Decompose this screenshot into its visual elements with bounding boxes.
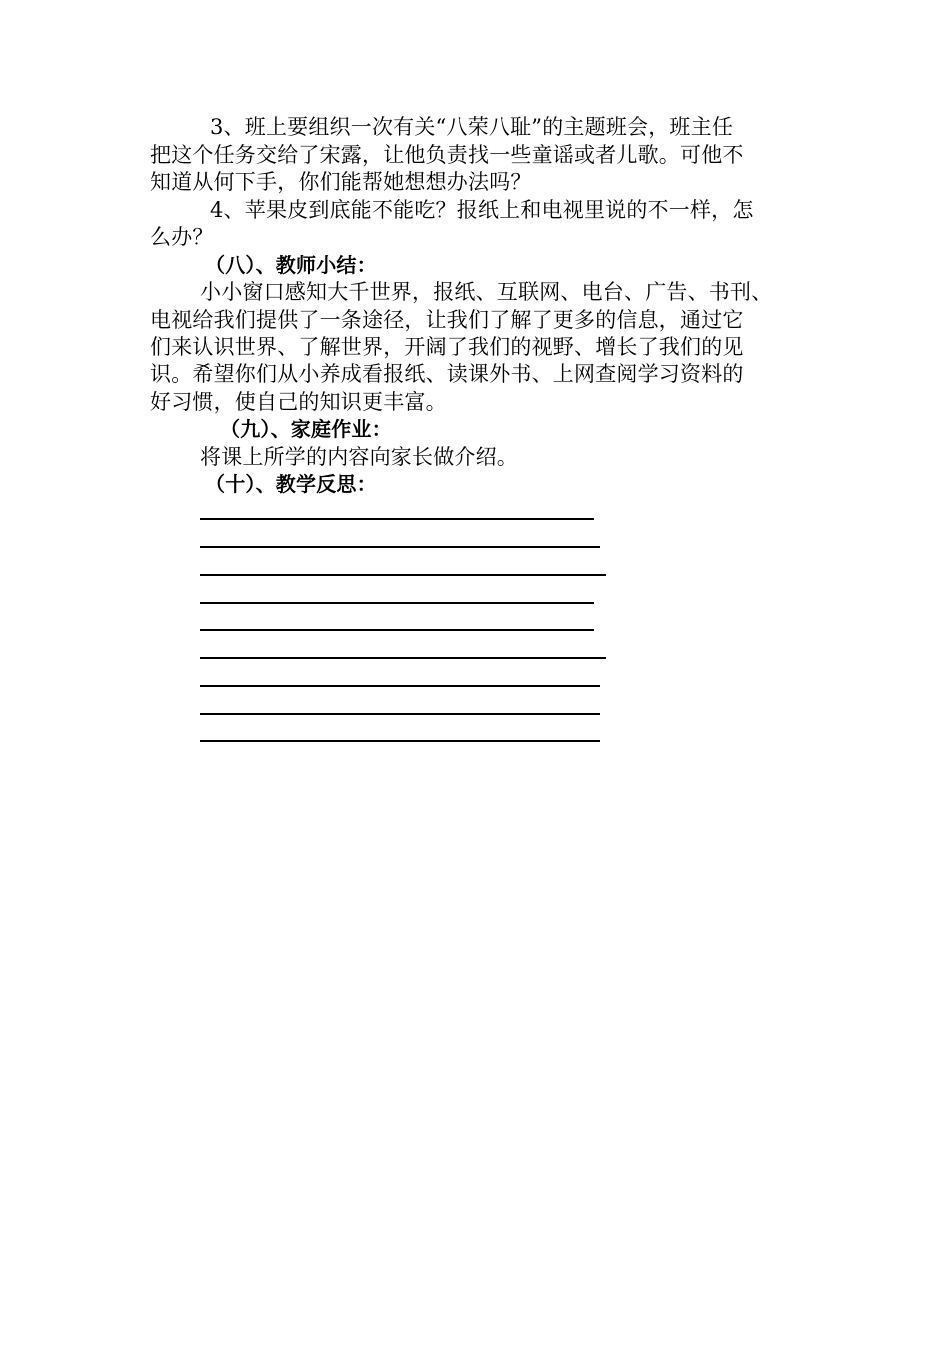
question-3-line-2: 把这个任务交给了宋露，让他负责找一些童谣或者儿歌。可他不	[150, 143, 744, 167]
section-9-heading: （九）、家庭作业：	[220, 417, 392, 441]
homework-line: 将课上所学的内容向家长做介绍。	[200, 445, 518, 469]
reflection-blank-line	[200, 657, 606, 659]
reflection-blank-line	[200, 518, 594, 520]
summary-line-2: 电视给我们提供了一条途径，让我们了解了更多的信息，通过它	[150, 308, 744, 332]
reflection-blank-line	[200, 574, 606, 576]
reflection-blank-line	[200, 713, 600, 715]
reflection-blank-line	[200, 740, 600, 742]
question-3-line-1: 3、班上要组织一次有关“八荣八耻”的主题班会，班主任	[210, 115, 734, 139]
summary-line-3: 们来认识世界、了解世界，开阔了我们的视野、增长了我们的见	[150, 335, 744, 359]
section-10-heading: （十）、教学反思：	[205, 472, 377, 496]
question-4-line-1: 4、苹果皮到底能不能吃？报纸上和电视里说的不一样，怎	[210, 198, 754, 222]
reflection-blank-line	[200, 629, 594, 631]
reflection-blank-line	[200, 602, 594, 604]
section-8-heading: （八）、教师小结：	[205, 253, 377, 277]
reflection-blank-line	[200, 685, 600, 687]
question-4-line-2: 么办？	[150, 225, 214, 249]
summary-line-4: 识。希望你们从小养成看报纸、读课外书、上网查阅学习资料的	[150, 362, 744, 386]
summary-line-5: 好习惯，使自己的知识更丰富。	[150, 390, 447, 414]
question-3-line-3: 知道从何下手，你们能帮她想想办法吗？	[150, 170, 532, 194]
reflection-blank-line	[200, 546, 600, 548]
summary-line-1: 小小窗口感知大千世界，报纸、互联网、电台、广告、书刊、	[200, 280, 773, 304]
